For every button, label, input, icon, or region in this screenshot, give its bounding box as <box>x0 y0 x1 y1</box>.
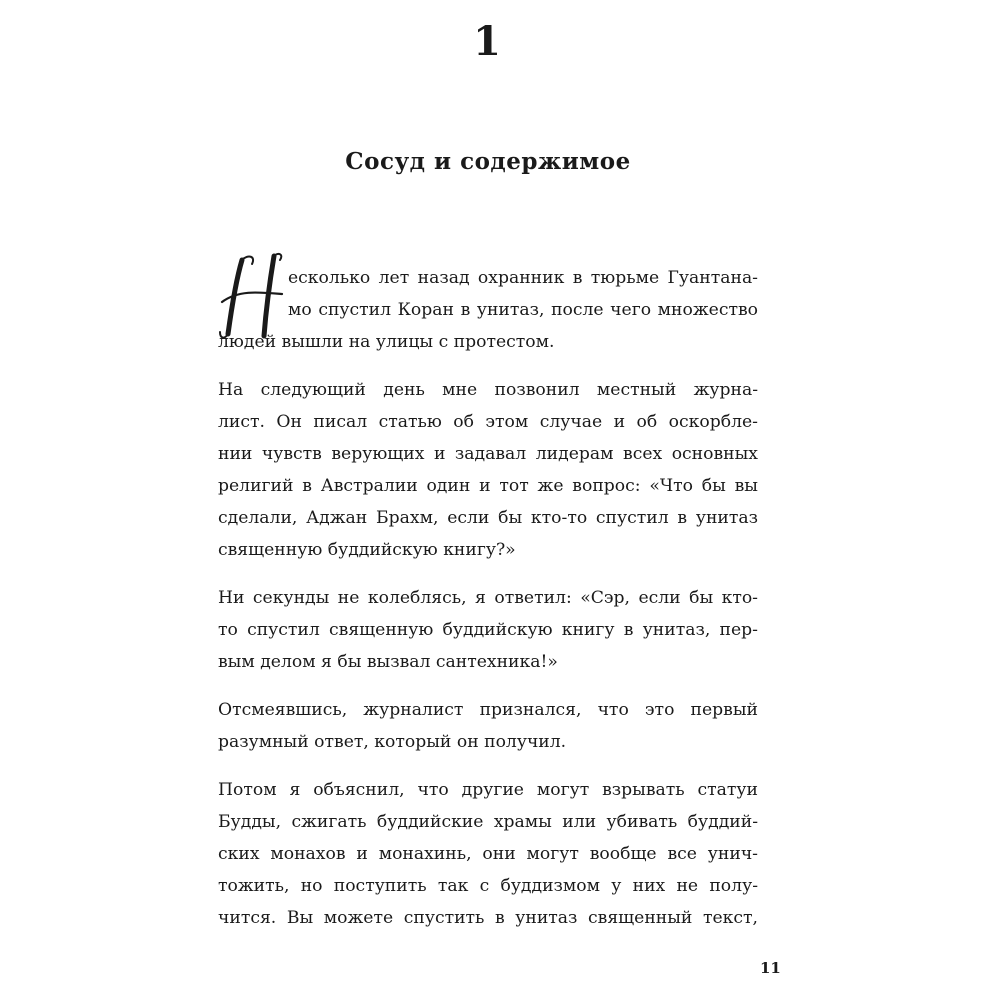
paragraph-2 <box>218 374 758 566</box>
dropcap-letter-text: Н <box>216 246 217 247</box>
dropcap-right-stroke <box>264 256 274 336</box>
paragraph-line: мо спустил Коран в унитаз, после чего множество <box>288 300 758 320</box>
paragraph-line: религий в Австралии один и тот же вопрос: «Что бы вы <box>218 476 758 496</box>
paragraph-line: вым делом я бы вызвал сантехника!» <box>218 652 558 672</box>
chapter-title: Сосуд и содержимое <box>345 148 631 175</box>
paragraph-line: Отсмеявшись, журналист признался, что это первый <box>218 700 758 720</box>
paragraph-line: лист. Он писал статью об этом случае и об оскорбле- <box>218 412 758 432</box>
paragraph-line: На следующий день мне позвонил местный журна- <box>218 380 758 400</box>
paragraph-line: людей вышли на улицы с протестом. <box>218 332 555 352</box>
paragraph-3 <box>218 582 758 678</box>
chapter-number: 1 <box>473 18 501 65</box>
paragraph-line: разумный ответ, который он получил. <box>218 732 567 752</box>
paragraph-line: Потом я объяснил, что другие могут взрывать статуи <box>218 780 758 800</box>
paragraph-line: то спустил священную буддийскую книгу в унитаз, пер- <box>218 620 758 640</box>
body-text <box>216 246 758 934</box>
paragraph-line: ских монахов и монахинь, они могут вообще все унич- <box>218 844 758 864</box>
paragraph-5 <box>218 774 758 934</box>
paragraph-line: сделали, Аджан Брахм, если бы кто-то спустил в унитаз <box>218 508 758 528</box>
page-number: 11 <box>760 959 781 977</box>
paragraph-line: Ни секунды не колеблясь, я ответил: «Сэр, если бы кто- <box>218 588 758 608</box>
paragraph-1 <box>218 262 758 358</box>
paragraph-line: тожить, но поступить так с буддизмом у них не полу- <box>218 876 758 896</box>
paragraph-line: нии чувств верующих и задавал лидерам всех основных <box>218 444 758 464</box>
dropcap-letter-n <box>216 246 286 342</box>
paragraph-line: чится. Вы можете спустить в унитаз священный текст, <box>218 908 758 928</box>
paragraph-4 <box>218 694 758 758</box>
paragraph-line: священную буддийскую книгу?» <box>218 540 516 560</box>
paragraph-line: есколько лет назад охранник в тюрьме Гуантана- <box>288 268 758 288</box>
paragraph-line: Будды, сжигать буддийские храмы или убивать буддий- <box>218 812 758 832</box>
